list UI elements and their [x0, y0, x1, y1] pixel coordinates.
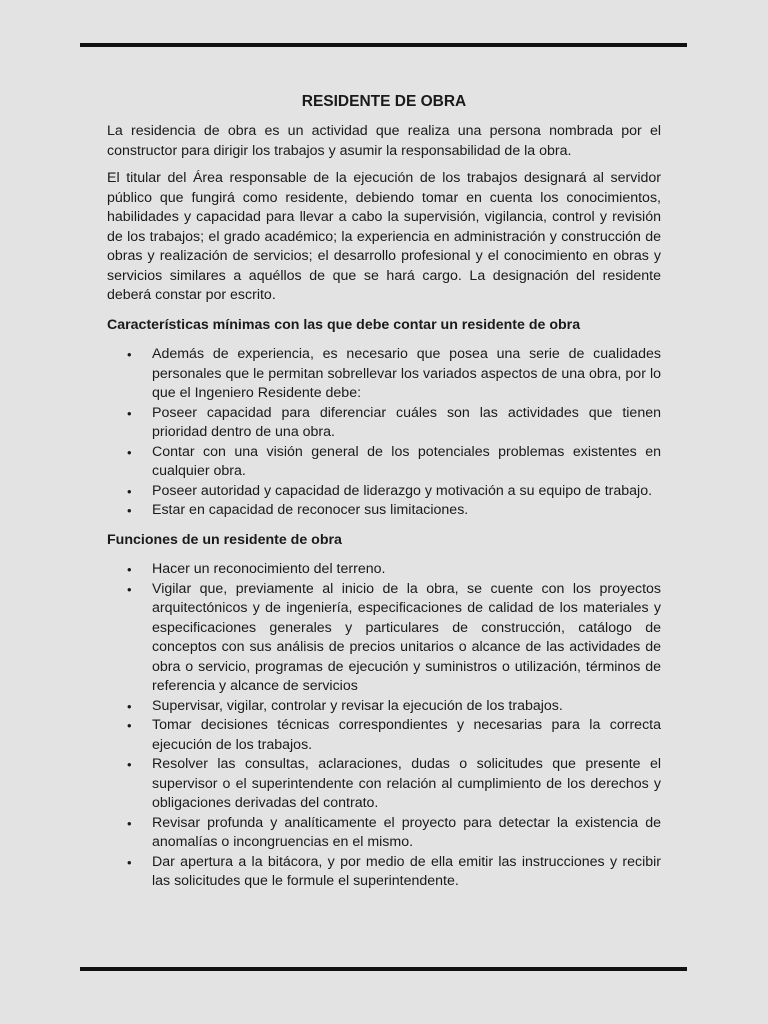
- document-title: RESIDENTE DE OBRA: [301, 93, 467, 110]
- functions-list: [107, 560, 661, 892]
- section-heading-characteristics: Características mínimas con las que debe contar un residente de obra: [107, 316, 581, 333]
- list-item: [107, 443, 661, 482]
- list-item-text: Resolver las consultas, aclaraciones, dudas o solicitudes que presente el supervisor o el superintendente con relación al cumplimiento de los derechos y obligaciones derivadas del contrato.: [152, 756, 661, 811]
- designation-paragraph: El titular del Área responsable de la ejecución de los trabajos designará al servidor público que fungirá como residente, debiendo tomar en cuenta los conocimientos, habilidades y capacidad para llevar a cabo la supervisión, vigilancia, control y revisión de los trabajos; el grado académico; la experiencia en administración y construcción de obras y realización de servicios; el desarrollo profesional y el conocimiento en obras y servicios similares a aquéllos de que se hará cargo. La designación del residente deberá constar por escrito.: [107, 170, 661, 303]
- bullet-icon: •: [127, 483, 132, 499]
- list-item: [107, 482, 661, 502]
- list-item-text: Supervisar, vigilar, controlar y revisar la ejecución de los trabajos.: [152, 697, 563, 714]
- bullet-icon: •: [127, 718, 132, 733]
- intro-paragraph: La residencia de obra es un actividad que realiza una persona nombrada por el constructor para dirigir los trabajos y asumir la responsabilidad de la obra.: [107, 123, 661, 159]
- list-item-text: Revisar profunda y analíticamente el proyecto para detectar la existencia de anomalías o incongruencias en el mismo.: [152, 814, 661, 850]
- bullet-icon: •: [127, 698, 132, 714]
- list-item-text: Hacer un reconocimiento del terreno.: [152, 561, 386, 577]
- list-item: [107, 697, 661, 717]
- list-item: [107, 501, 661, 521]
- bullet-icon: •: [127, 854, 132, 870]
- top-rule: [80, 43, 687, 47]
- list-item: [107, 404, 661, 443]
- list-item: [107, 853, 661, 892]
- bullet-icon: •: [127, 815, 132, 831]
- list-item: [107, 716, 661, 755]
- list-item: [107, 345, 661, 404]
- characteristics-list: [107, 345, 661, 521]
- bullet-icon: •: [127, 757, 132, 772]
- list-item-text: Vigilar que, previamente al inicio de la obra, se cuente con los proyectos arquitectónicos y de ingeniería, especificaciones de calidad de los materiales y especificaciones generales y particulares de construcción, catálogo de conceptos con sus análisis de precios unitarios o alcance de las actividades de obra o servicio, programas de ejecución y suministros o utilización, términos de referencia y alcance de servicios: [152, 580, 661, 694]
- document-body: [107, 92, 661, 900]
- bottom-rule: [80, 967, 687, 971]
- list-item-text: Estar en capacidad de reconocer sus limitaciones.: [152, 502, 469, 518]
- list-item: [107, 560, 661, 580]
- section-heading-functions: Funciones de un residente de obra: [107, 531, 342, 548]
- bullet-icon: •: [127, 503, 132, 518]
- bullet-icon: •: [127, 562, 132, 577]
- bullet-icon: •: [127, 444, 132, 460]
- list-item-text: Contar con una visión general de los potenciales problemas existentes en cualquier obra.: [152, 443, 661, 479]
- list-item: [107, 580, 661, 697]
- bullet-icon: •: [127, 405, 132, 421]
- list-item: [107, 755, 661, 814]
- list-item: [107, 814, 661, 853]
- list-item-text: Además de experiencia, es necesario que posea una serie de cualidades personales que le permitan sobrellevar los variados aspectos de una obra, por lo que el Ingeniero Residente debe:: [152, 346, 661, 401]
- bullet-icon: •: [127, 581, 132, 597]
- list-item-text: Dar apertura a la bitácora, y por medio de ella emitir las instrucciones y recibir las solicitudes que le formule el superintendente.: [152, 853, 661, 889]
- list-item-text: Poseer capacidad para diferenciar cuáles son las actividades que tienen prioridad dentro de una obra.: [152, 404, 661, 440]
- bullet-icon: •: [127, 347, 132, 362]
- list-item-text: Poseer autoridad y capacidad de liderazgo y motivación a su equipo de trabajo.: [152, 482, 653, 499]
- list-item-text: Tomar decisiones técnicas correspondientes y necesarias para la correcta ejecución de los trabajos.: [152, 717, 661, 753]
